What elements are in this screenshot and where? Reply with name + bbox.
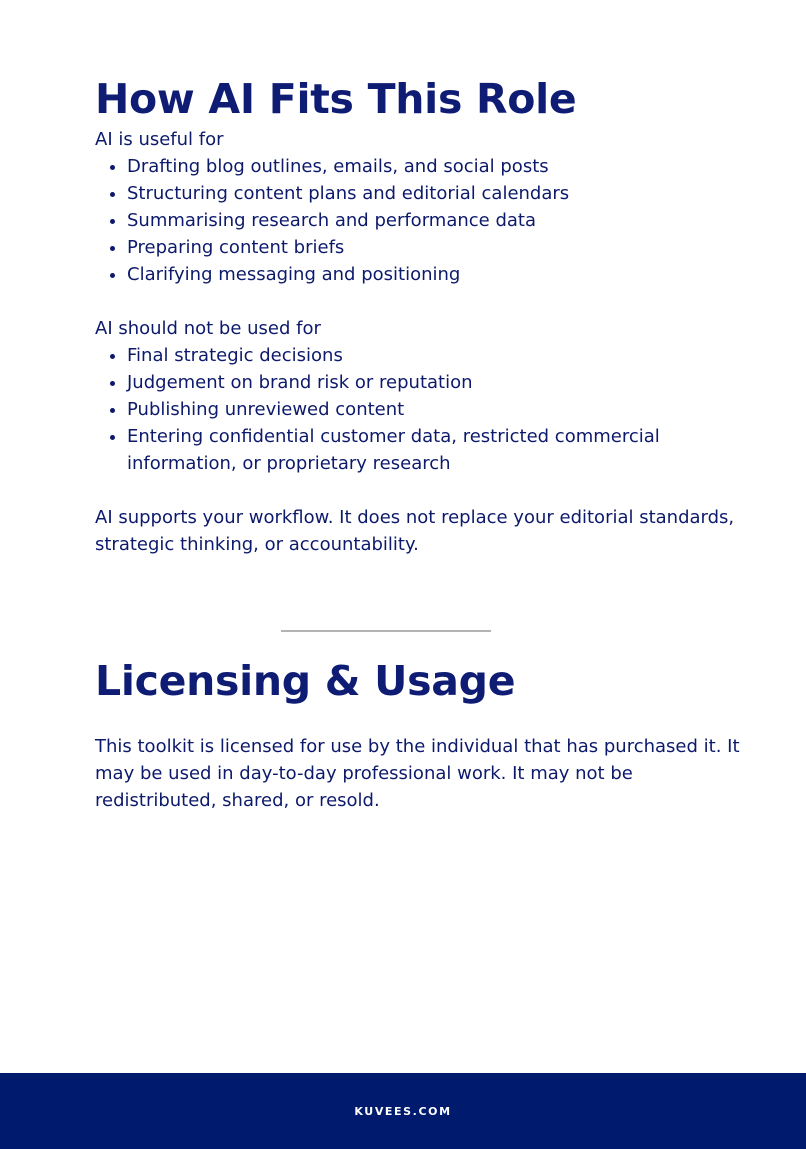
section-divider — [281, 630, 491, 632]
footer-website: KUVEES.COM — [354, 1104, 452, 1118]
list-item: • Final strategic decisions — [127, 342, 755, 369]
licensing-section — [95, 654, 755, 814]
useful-list — [95, 153, 755, 288]
list-item: • Judgement on brand risk or reputation — [127, 369, 755, 396]
list-item: • Publishing unreviewed content — [127, 396, 755, 423]
not-used-list — [95, 342, 755, 477]
licensing-body: This toolkit is licensed for use by the individual that has purchased it. It may be used in day-to-day professional work. It may not be redistributed, shared, or resold. — [95, 736, 740, 811]
ai-section-heading: How AI Fits This Role — [95, 75, 577, 123]
useful-intro: AI is useful for — [95, 129, 224, 150]
list-item: • Entering confidential customer data, restricted commercial information, or proprietary research — [127, 423, 755, 477]
list-item: • Preparing content briefs — [127, 234, 755, 261]
ai-section — [95, 72, 755, 558]
closing-paragraph: AI supports your workflow. It does not replace your editorial standards, strategic thinking, or accountability. — [95, 507, 735, 555]
licensing-heading: Licensing & Usage — [95, 657, 516, 705]
list-item: • Summarising research and performance data — [127, 207, 755, 234]
list-item: • Clarifying messaging and positioning — [127, 261, 755, 288]
not-used-intro: AI should not be used for — [95, 318, 321, 339]
list-item: • Structuring content plans and editorial calendars — [127, 180, 755, 207]
footer-bar — [0, 1073, 806, 1149]
list-item: • Drafting blog outlines, emails, and social posts — [127, 153, 755, 180]
